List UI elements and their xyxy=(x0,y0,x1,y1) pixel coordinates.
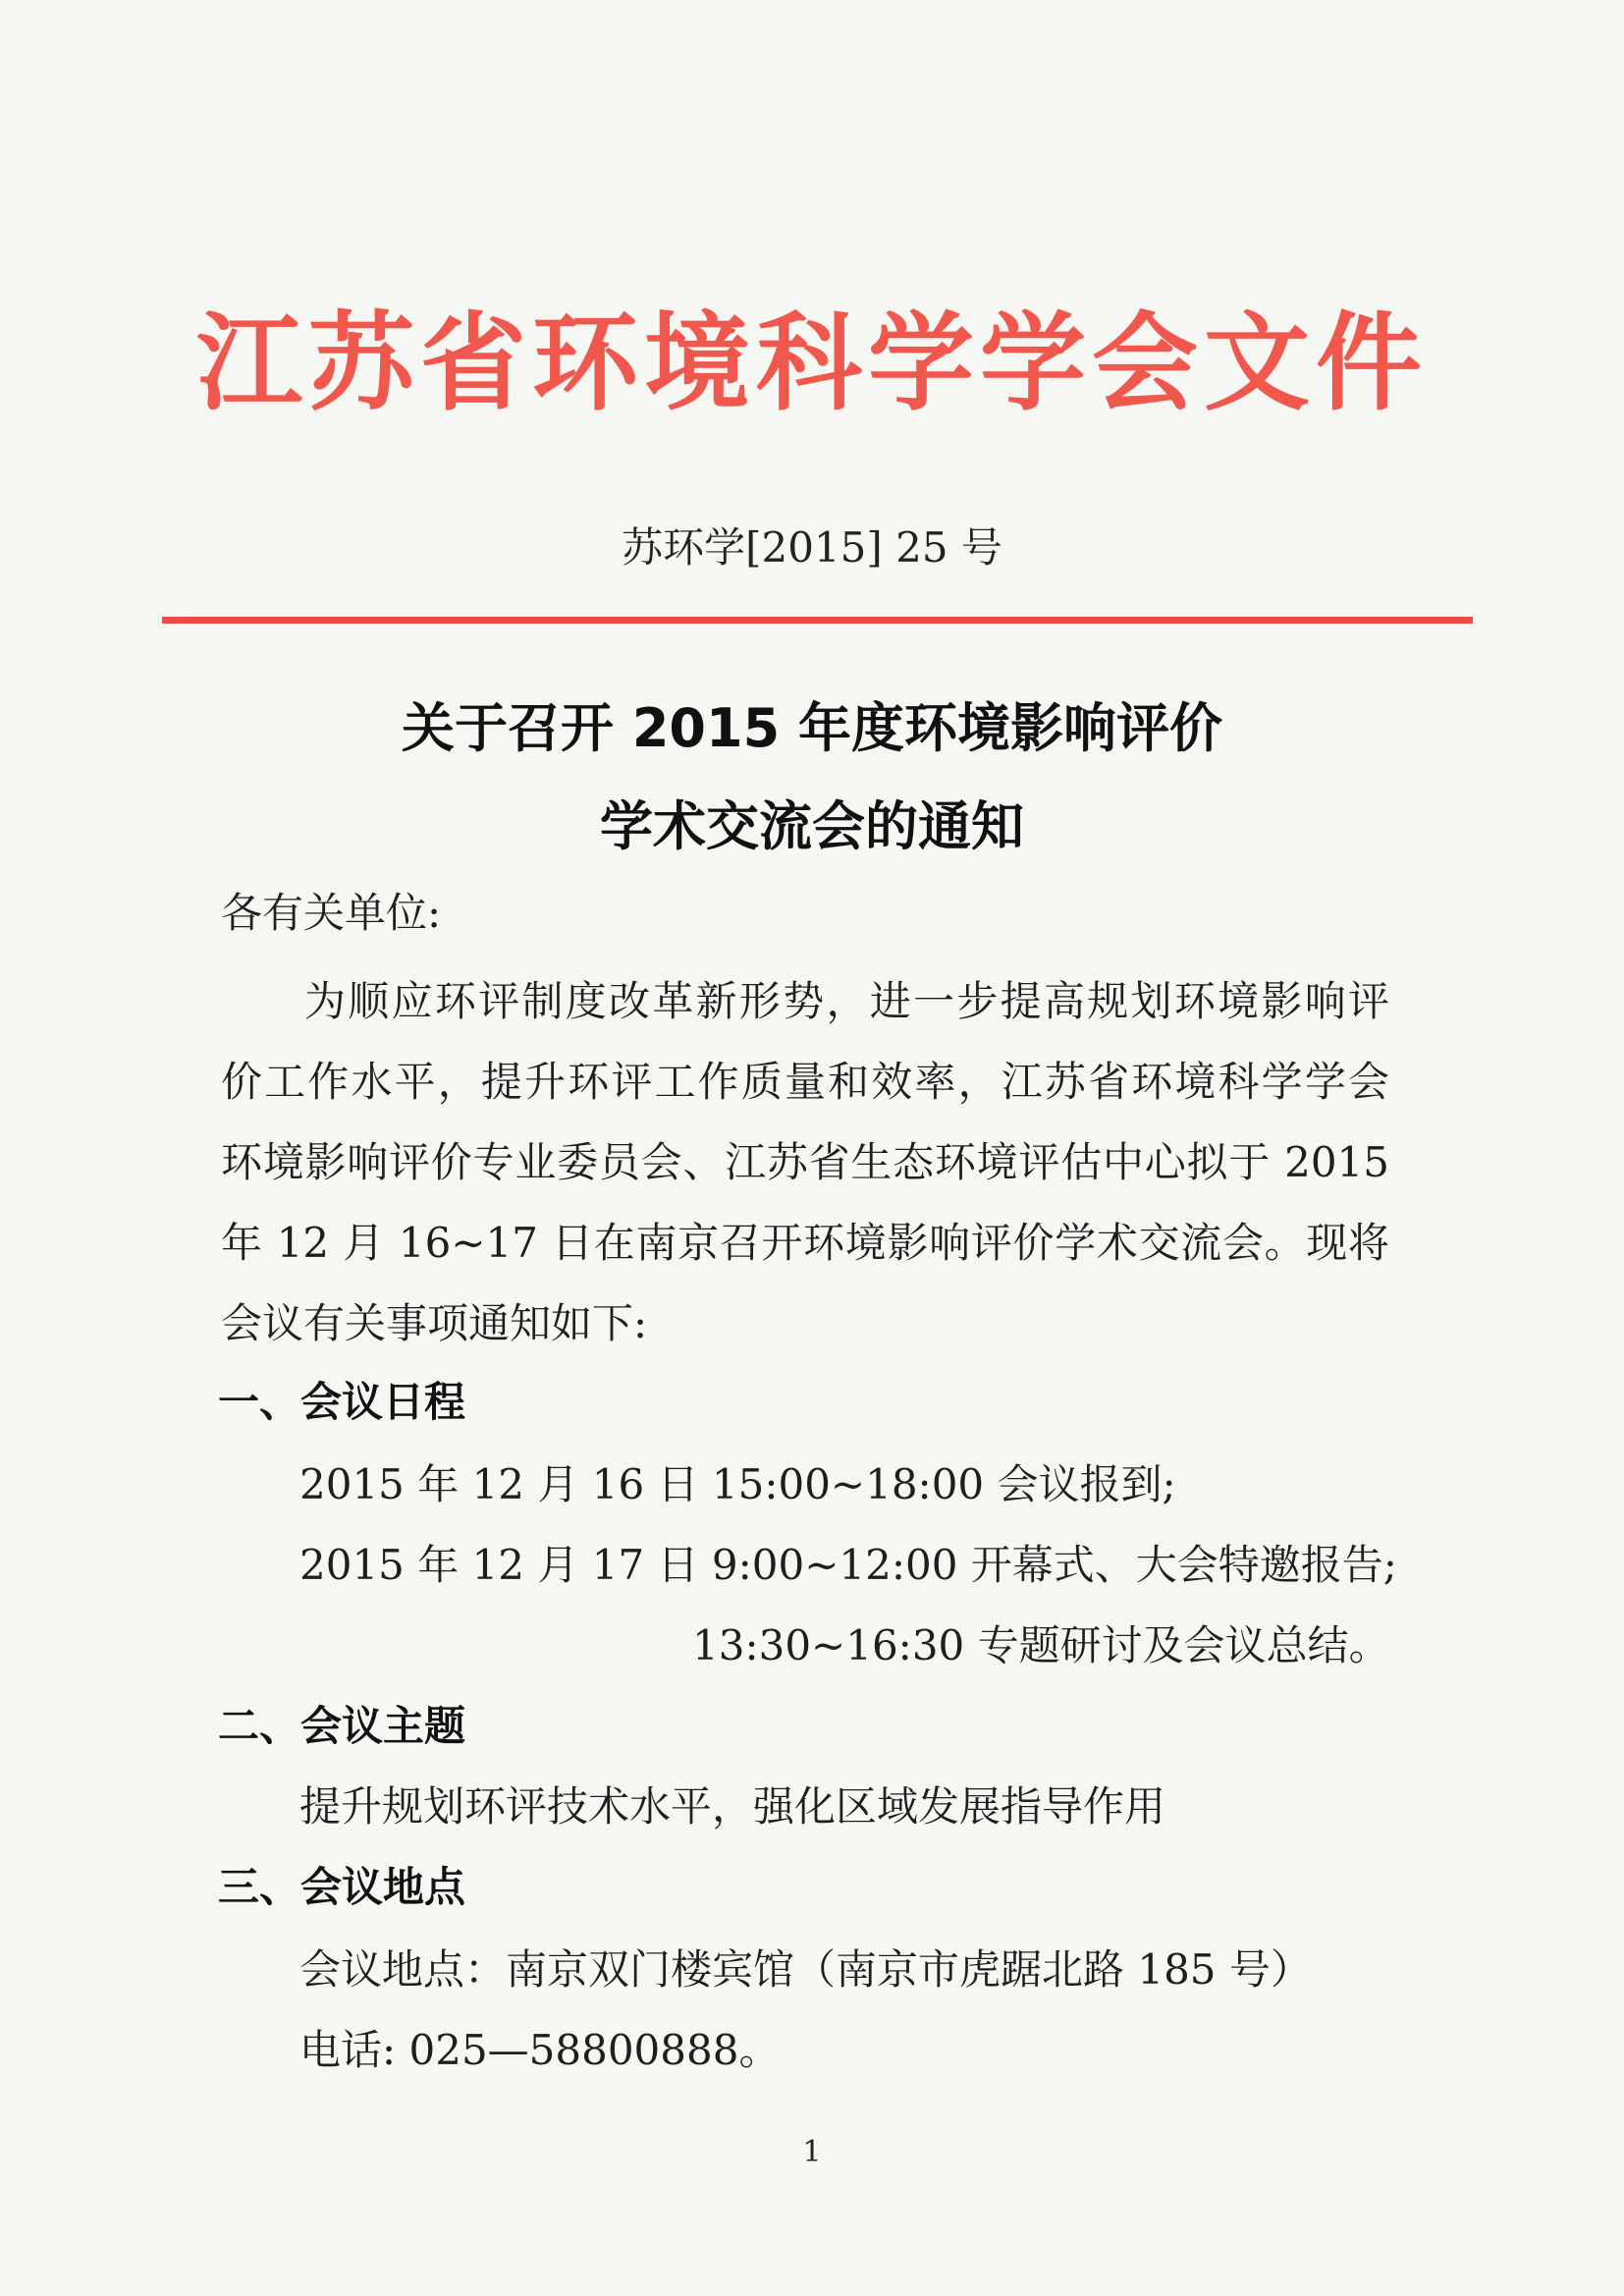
intro-line-1: 为顺应环评制度改革新形势，进一步提高规划环境影响评 xyxy=(304,977,1389,1025)
header-divider xyxy=(162,617,1473,624)
section-heading-venue: 三、会议地点 xyxy=(218,1863,466,1911)
notice-title-line-2: 学术交流会的通知 xyxy=(600,795,1024,857)
theme-text: 提升规划环评技术水平，强化区域发展指导作用 xyxy=(299,1782,1166,1831)
document-number: 苏环学[2015] 25 号 xyxy=(622,523,1002,572)
schedule-line-2: 2015 年 12 月 17 日 9:00~12:00 开幕式、大会特邀报告; xyxy=(299,1541,1397,1589)
org-header-title: 江苏省环境科学学会文件 xyxy=(195,301,1428,425)
intro-line-4: 年 12 月 16~17 日在南京召开环境影响评价学术交流会。现将 xyxy=(221,1219,1389,1267)
section-heading-theme: 二、会议主题 xyxy=(218,1702,466,1750)
intro-line-3: 环境影响评价专业委员会、江苏省生态环境评估中心拟于 2015 xyxy=(221,1138,1389,1186)
intro-line-2: 价工作水平，提升环评工作质量和效率，江苏省环境科学学会 xyxy=(221,1058,1389,1106)
schedule-line-3: 13:30~16:30 专题研讨及会议总结。 xyxy=(692,1621,1390,1669)
notice-title-line-1: 关于召开 2015 年度环境影响评价 xyxy=(402,697,1222,759)
section-heading-schedule: 一、会议日程 xyxy=(218,1378,466,1426)
schedule-line-1: 2015 年 12 月 16 日 15:00~18:00 会议报到; xyxy=(299,1460,1176,1508)
intro-line-5: 会议有关事项通知如下: xyxy=(221,1299,648,1347)
venue-phone: 电话: 025—58800888。 xyxy=(299,2026,781,2074)
page-number: 1 xyxy=(802,2135,822,2169)
venue-location: 会议地点：南京双门楼宾馆（南京市虎踞北路 185 号） xyxy=(299,1945,1312,1994)
salutation: 各有关单位: xyxy=(221,889,442,937)
